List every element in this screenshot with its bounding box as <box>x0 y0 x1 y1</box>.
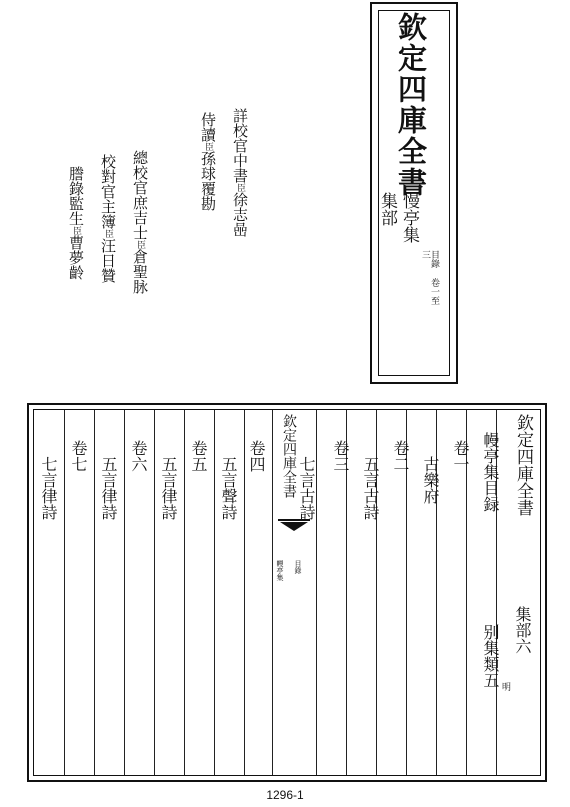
catalog-title: 幔亭集目録 <box>481 432 500 512</box>
cover-work: 慢亭集 <box>399 192 419 243</box>
volume-7: 卷七 <box>69 440 88 472</box>
credit-line: 總校官庶吉士臣倉聖脉 <box>131 150 149 294</box>
volume-6: 卷六 <box>129 440 148 472</box>
genre-entry: 五言律詩 <box>159 456 178 520</box>
credit-line: 侍讀臣孫球覆勘 <box>199 112 217 211</box>
volume-2: 卷二 <box>391 440 410 472</box>
center-fold-strip <box>272 410 316 775</box>
column-rule <box>214 410 215 775</box>
column-rule <box>244 410 245 775</box>
category-label: 集部六 <box>513 606 532 654</box>
center-strip-label: 目錄 <box>294 560 302 574</box>
subcategory-label: 别集類五 <box>481 624 500 688</box>
center-strip-work: 幔亭集 <box>276 560 284 581</box>
dynasty-label: 明 <box>500 682 510 691</box>
volume-3: 卷三 <box>331 440 350 472</box>
genre-entry: 五言聲詩 <box>219 456 238 520</box>
cover-note: 目錄 卷一至三 <box>420 250 439 305</box>
genre-entry: 五言古詩 <box>361 456 380 520</box>
page-header-title: 欽定四庫全書 <box>513 414 533 516</box>
credit-line: 謄錄監生臣曹夢齡 <box>67 166 85 280</box>
genre-entry: 七言古詩 <box>297 456 316 520</box>
column-rule <box>94 410 95 775</box>
catalog-page <box>27 403 547 782</box>
fishtail-mark-icon <box>278 519 310 533</box>
column-rule <box>64 410 65 775</box>
genre-entry: 五言律詩 <box>99 456 118 520</box>
column-rule <box>316 410 317 775</box>
genre-entry: 古樂府 <box>421 456 440 504</box>
column-rule <box>154 410 155 775</box>
cover-title: 欽定四庫全書 <box>394 12 428 198</box>
credit-line: 校對官主簿臣汪日贊 <box>99 154 117 283</box>
catalog-inner-frame <box>33 409 541 776</box>
volume-1: 卷一 <box>451 440 470 472</box>
column-rule <box>124 410 125 775</box>
page-number: 1296-1 <box>266 788 304 802</box>
column-rule <box>184 410 185 775</box>
volume-5: 卷五 <box>189 440 208 472</box>
cover-section: 集部 <box>377 192 397 226</box>
genre-entry: 七言律詩 <box>39 456 58 520</box>
volume-4: 卷四 <box>247 440 266 472</box>
title-block <box>370 2 458 384</box>
center-strip-title: 欽定四庫全書 <box>281 414 297 498</box>
credit-line: 詳校官中書臣徐志喦 <box>231 108 249 237</box>
